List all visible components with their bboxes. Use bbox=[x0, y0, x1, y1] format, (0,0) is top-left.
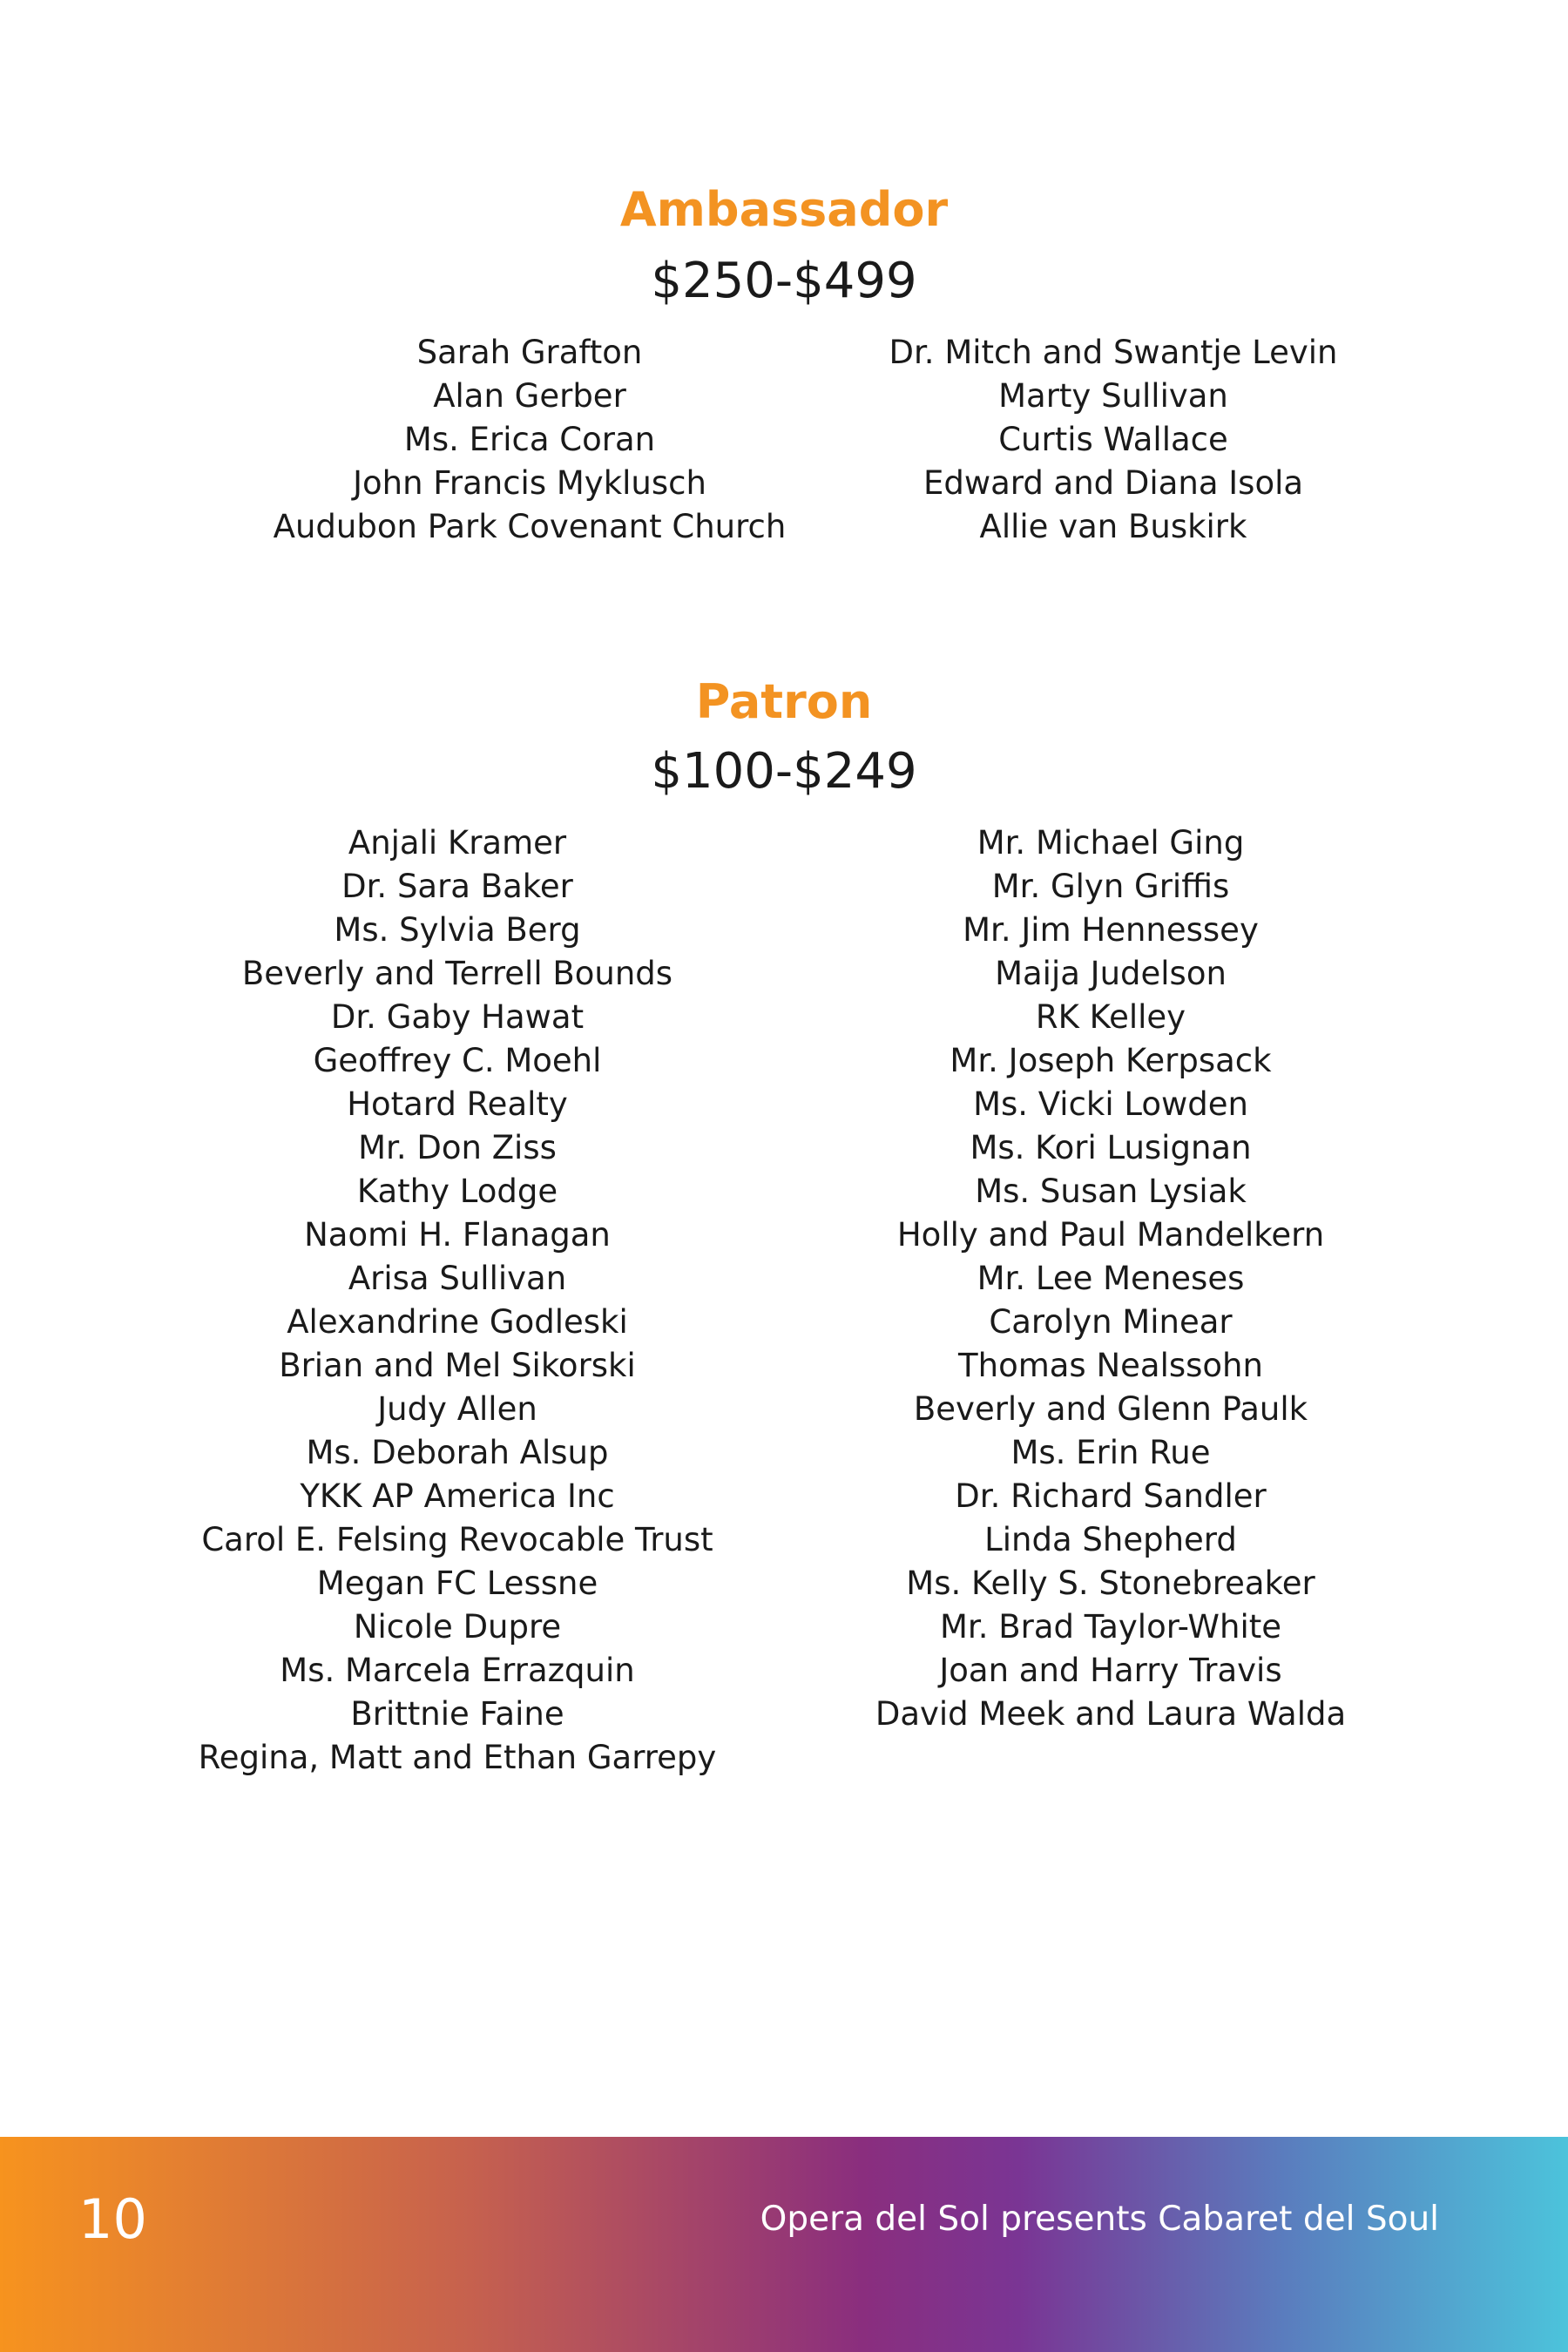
donor-name: Anjali Kramer bbox=[348, 824, 567, 862]
donor-name: Ms. Erica Coran bbox=[403, 421, 656, 458]
donor-name: Mr. Brad Taylor-White bbox=[939, 1608, 1282, 1646]
donor-name: Dr. Mitch and Swantje Levin bbox=[889, 334, 1338, 371]
donor-name: Thomas Nealssohn bbox=[958, 1347, 1263, 1384]
patron-title: Patron bbox=[695, 674, 873, 729]
donor-name: Carol E. Felsing Revocable Trust bbox=[201, 1521, 713, 1558]
donor-name: Geoffrey C. Moehl bbox=[313, 1042, 602, 1079]
donor-name: Holly and Paul Mandelkern bbox=[896, 1216, 1325, 1254]
donor-name: Megan FC Lessne bbox=[316, 1565, 598, 1602]
donor-name: Ms. Sylvia Berg bbox=[334, 911, 581, 949]
donor-name: Ms. Susan Lysiak bbox=[975, 1173, 1247, 1210]
donor-name: Mr. Lee Meneses bbox=[977, 1260, 1245, 1297]
donor-name: Ms. Kori Lusignan bbox=[970, 1129, 1252, 1166]
footer-bar bbox=[0, 2137, 1568, 2352]
patron-range: $100-$249 bbox=[651, 743, 917, 800]
donor-name: Alan Gerber bbox=[433, 377, 626, 415]
donor-name: YKK AP America Inc bbox=[300, 1477, 615, 1515]
donor-name: Kathy Lodge bbox=[356, 1173, 558, 1210]
donor-name: Ms. Erin Rue bbox=[1010, 1434, 1211, 1471]
donor-name: Maija Judelson bbox=[995, 955, 1227, 992]
donor-name: Mr. Joseph Kerpsack bbox=[950, 1042, 1272, 1079]
donor-name: Alexandrine Godleski bbox=[287, 1303, 628, 1341]
donor-name: Hotard Realty bbox=[347, 1085, 568, 1123]
donor-name: Joan and Harry Travis bbox=[939, 1652, 1282, 1689]
donor-name: Audubon Park Covenant Church bbox=[273, 508, 787, 545]
donor-name: Brian and Mel Sikorski bbox=[279, 1347, 636, 1384]
donor-name: Ms. Deborah Alsup bbox=[306, 1434, 609, 1471]
donor-name: Allie van Buskirk bbox=[979, 508, 1247, 545]
donor-name: Regina, Matt and Ethan Garrepy bbox=[198, 1739, 717, 1776]
donor-name: David Meek and Laura Walda bbox=[875, 1695, 1347, 1733]
ambassador-title: Ambassador bbox=[619, 182, 949, 237]
footer-title: Opera del Sol presents Cabaret del Soul bbox=[760, 2200, 1439, 2239]
ambassador-right-list bbox=[808, 331, 1418, 549]
patron-left-list bbox=[152, 821, 762, 1780]
donor-name: Dr. Sara Baker bbox=[341, 868, 573, 905]
donor-name: Sarah Grafton bbox=[416, 334, 643, 371]
donor-name: Mr. Don Ziss bbox=[358, 1129, 557, 1166]
donor-name: Nicole Dupre bbox=[353, 1608, 562, 1646]
donor-name: John Francis Myklusch bbox=[353, 464, 706, 502]
donor-name: Mr. Glyn Griffis bbox=[991, 868, 1230, 905]
donor-name: Edward and Diana Isola bbox=[923, 464, 1304, 502]
donor-name: Linda Shepherd bbox=[984, 1521, 1237, 1558]
donor-name: RK Kelley bbox=[1035, 998, 1186, 1036]
ambassador-range: $250-$499 bbox=[651, 253, 917, 309]
donor-name: Curtis Wallace bbox=[998, 421, 1228, 458]
donor-name: Beverly and Terrell Bounds bbox=[241, 955, 673, 992]
donor-name: Ms. Marcela Errazquin bbox=[280, 1652, 635, 1689]
donor-name: Naomi H. Flanagan bbox=[304, 1216, 611, 1254]
ambassador-left-list bbox=[225, 331, 835, 549]
donor-name: Carolyn Minear bbox=[989, 1303, 1233, 1341]
donor-name: Beverly and Glenn Paulk bbox=[913, 1390, 1308, 1428]
donor-name: Dr. Richard Sandler bbox=[955, 1477, 1267, 1515]
donor-name: Mr. Michael Ging bbox=[977, 824, 1245, 862]
donor-name: Ms. Vicki Lowden bbox=[973, 1085, 1248, 1123]
donor-name: Judy Allen bbox=[377, 1390, 537, 1428]
donor-name: Arisa Sullivan bbox=[348, 1260, 567, 1297]
patron-right-list bbox=[806, 821, 1416, 1736]
page-number: 10 bbox=[78, 2187, 147, 2251]
donor-name: Dr. Gaby Hawat bbox=[330, 998, 585, 1036]
donor-name: Ms. Kelly S. Stonebreaker bbox=[906, 1565, 1315, 1602]
donor-name: Marty Sullivan bbox=[998, 377, 1228, 415]
donor-name: Brittnie Faine bbox=[350, 1695, 564, 1733]
donor-name: Mr. Jim Hennessey bbox=[963, 911, 1259, 949]
